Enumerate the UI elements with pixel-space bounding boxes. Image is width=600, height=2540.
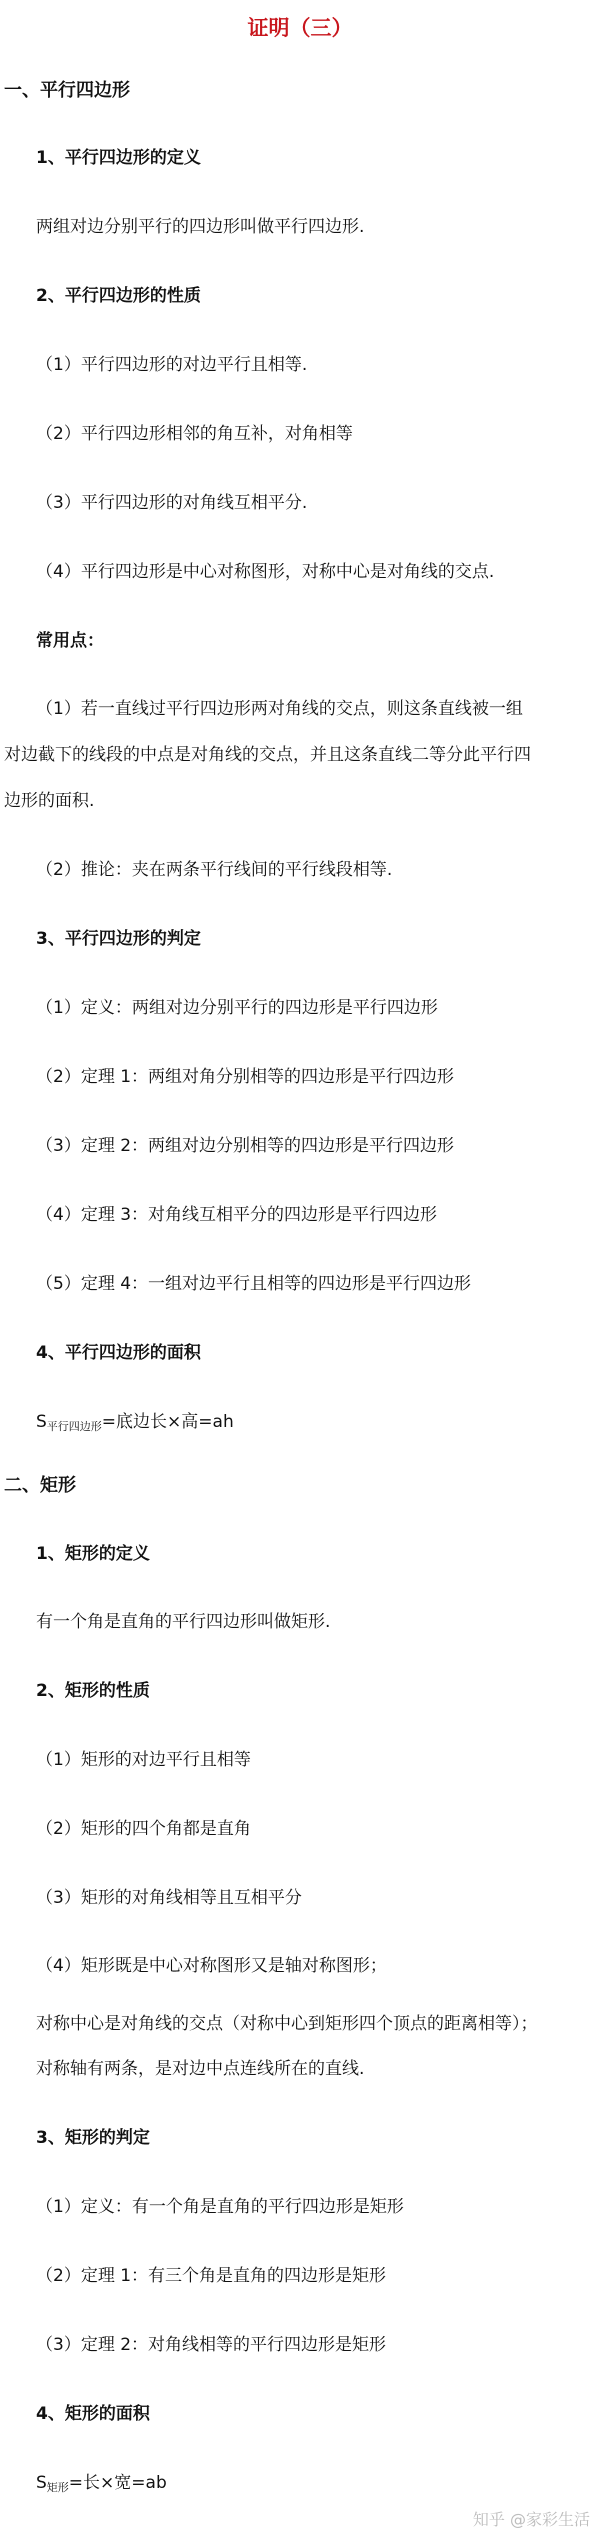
list-item-rect-property-3: （3）矩形的对角线相等且互相平分 bbox=[36, 1888, 302, 1908]
formula-rectangle-area bbox=[36, 2472, 167, 2496]
document-title: 证明（三） bbox=[247, 16, 353, 40]
list-item-criterion-1: （1）定义：两组对边分别平行的四边形是平行四边形 bbox=[36, 998, 438, 1018]
list-item-criterion-5: （5）定理 4：一组对边平行且相等的四边形是平行四边形 bbox=[36, 1274, 472, 1294]
subheading-parallelogram-area: 4、平行四边形的面积 bbox=[36, 1343, 201, 1363]
subheading-rectangle-properties: 2、矩形的性质 bbox=[36, 1681, 150, 1701]
list-item-rect-property-4: （4）矩形既是中心对称图形又是轴对称图形； bbox=[36, 1956, 387, 1976]
common-point-1-line-2: 对边截下的线段的中点是对角线的交点，并且这条直线二等分此平行四 bbox=[4, 745, 531, 765]
list-item-property-4: （4）平行四边形是中心对称图形，对称中心是对角线的交点. bbox=[36, 562, 495, 582]
section-heading-rectangle: 二、矩形 bbox=[4, 1475, 76, 1496]
list-item-rect-criterion-2: （2）定理 1：有三个角是直角的四边形是矩形 bbox=[36, 2266, 387, 2286]
subheading-rectangle-definition: 1、矩形的定义 bbox=[36, 1544, 150, 1564]
paragraph-parallelogram-definition: 两组对边分别平行的四边形叫做平行四边形. bbox=[36, 217, 365, 237]
subheading-parallelogram-definition: 1、平行四边形的定义 bbox=[36, 148, 201, 168]
symmetry-axis-line: 对称轴有两条，是对边中点连线所在的直线. bbox=[36, 2059, 365, 2079]
subheading-parallelogram-criteria: 3、平行四边形的判定 bbox=[36, 929, 201, 949]
list-item-criterion-4: （4）定理 3：对角线互相平分的四边形是平行四边形 bbox=[36, 1205, 438, 1225]
list-item-criterion-2: （2）定理 1：两组对角分别相等的四边形是平行四边形 bbox=[36, 1067, 455, 1087]
formula-symbol: S bbox=[36, 2473, 47, 2493]
symmetry-center-line: 对称中心是对角线的交点（对称中心到矩形四个顶点的距离相等）； bbox=[36, 2014, 538, 2034]
paragraph-rectangle-definition: 有一个角是直角的平行四边形叫做矩形. bbox=[36, 1612, 331, 1632]
formula-expression: =底边长×高=ah bbox=[101, 1412, 234, 1432]
list-item-property-2: （2）平行四边形相邻的角互补，对角相等 bbox=[36, 424, 353, 444]
list-item-property-1: （1）平行四边形的对边平行且相等. bbox=[36, 355, 308, 375]
formula-expression: =长×宽=ab bbox=[68, 2473, 167, 2493]
subheading-parallelogram-properties: 2、平行四边形的性质 bbox=[36, 286, 201, 306]
list-item-rect-criterion-3: （3）定理 2：对角线相等的平行四边形是矩形 bbox=[36, 2335, 387, 2355]
subheading-rectangle-criteria: 3、矩形的判定 bbox=[36, 2128, 150, 2148]
common-points-heading: 常用点： bbox=[36, 631, 104, 651]
watermark: 知乎 @家彩生活 bbox=[472, 2510, 590, 2529]
list-item-criterion-3: （3）定理 2：两组对边分别相等的四边形是平行四边形 bbox=[36, 1136, 455, 1156]
list-item-property-3: （3）平行四边形的对角线互相平分. bbox=[36, 493, 308, 513]
formula-subscript: 平行四边形 bbox=[46, 1420, 102, 1433]
common-point-1-line-3: 边形的面积. bbox=[4, 791, 95, 811]
list-item-rect-property-2: （2）矩形的四个角都是直角 bbox=[36, 1819, 251, 1839]
formula-subscript: 矩形 bbox=[46, 2481, 69, 2494]
common-point-2: （2）推论：夹在两条平行线间的平行线段相等. bbox=[36, 860, 393, 880]
subheading-rectangle-area: 4、矩形的面积 bbox=[36, 2404, 150, 2424]
list-item-rect-criterion-1: （1）定义：有一个角是直角的平行四边形是矩形 bbox=[36, 2197, 404, 2217]
formula-symbol: S bbox=[36, 1412, 47, 1432]
common-point-1-line-1: （1）若一直线过平行四边形两对角线的交点，则这条直线被一组 bbox=[36, 699, 523, 719]
list-item-rect-property-1: （1）矩形的对边平行且相等 bbox=[36, 1750, 251, 1770]
formula-parallelogram-area bbox=[36, 1411, 234, 1435]
section-heading-parallelogram: 一、平行四边形 bbox=[4, 80, 130, 101]
